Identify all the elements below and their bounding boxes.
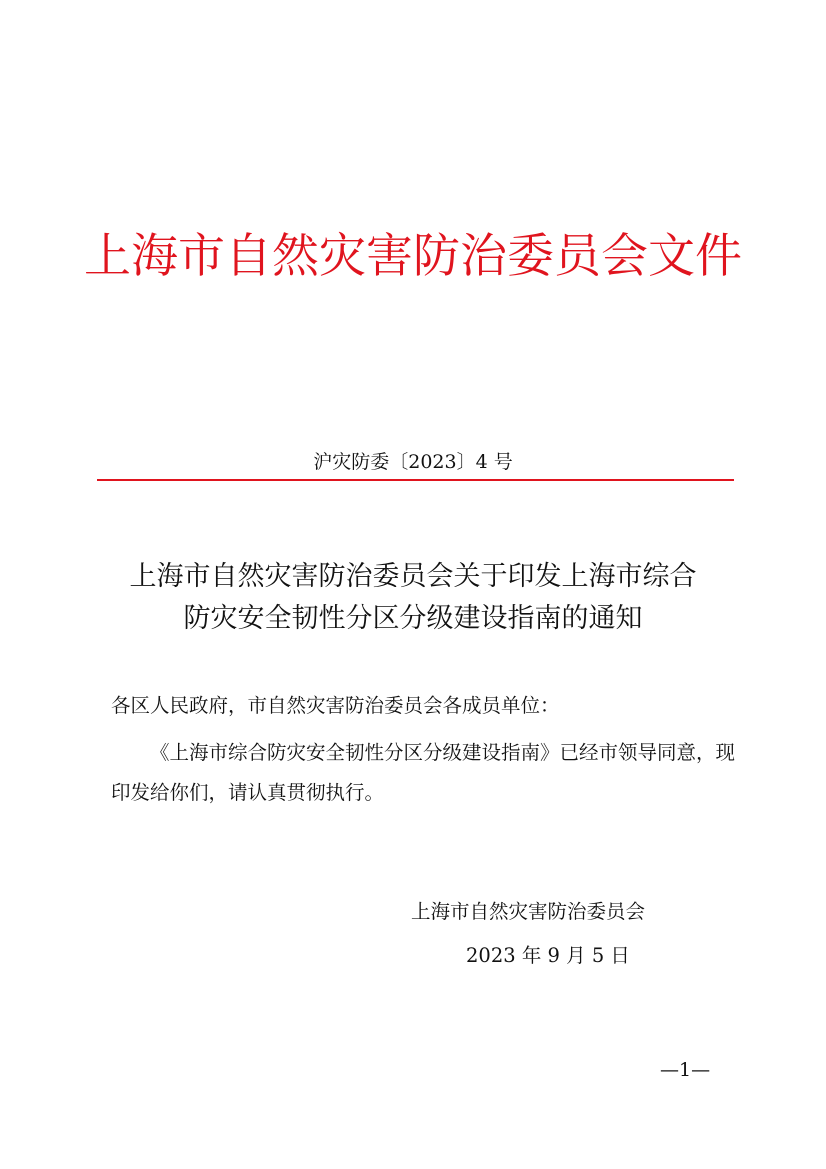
document-subject: [0, 556, 826, 640]
signature-date: 2023 年 9 月 5 日: [466, 944, 630, 967]
body-paragraph: 《上海市综合防灾安全韧性分区分级建设指南》已经市领导同意，现印发给你们，请认真贯彻执行。: [111, 741, 736, 804]
recipients-line: 各区人民政府，市自然灾害防治委员会各成员单位：: [111, 694, 560, 717]
document-header-title: 上海市自然灾害防治委员会文件: [84, 229, 742, 284]
subject-line-1: 上海市自然灾害防治委员会关于印发上海市综合: [129, 561, 697, 592]
header-red-rule: [97, 479, 734, 481]
document-number: 沪灾防委〔2023〕4 号: [313, 451, 513, 473]
signature-organization: 上海市自然灾害防治委员会: [411, 900, 646, 923]
subject-line-2: 防灾安全韧性分区分级建设指南的通知: [183, 603, 643, 634]
page-number: —1—: [660, 1059, 711, 1081]
